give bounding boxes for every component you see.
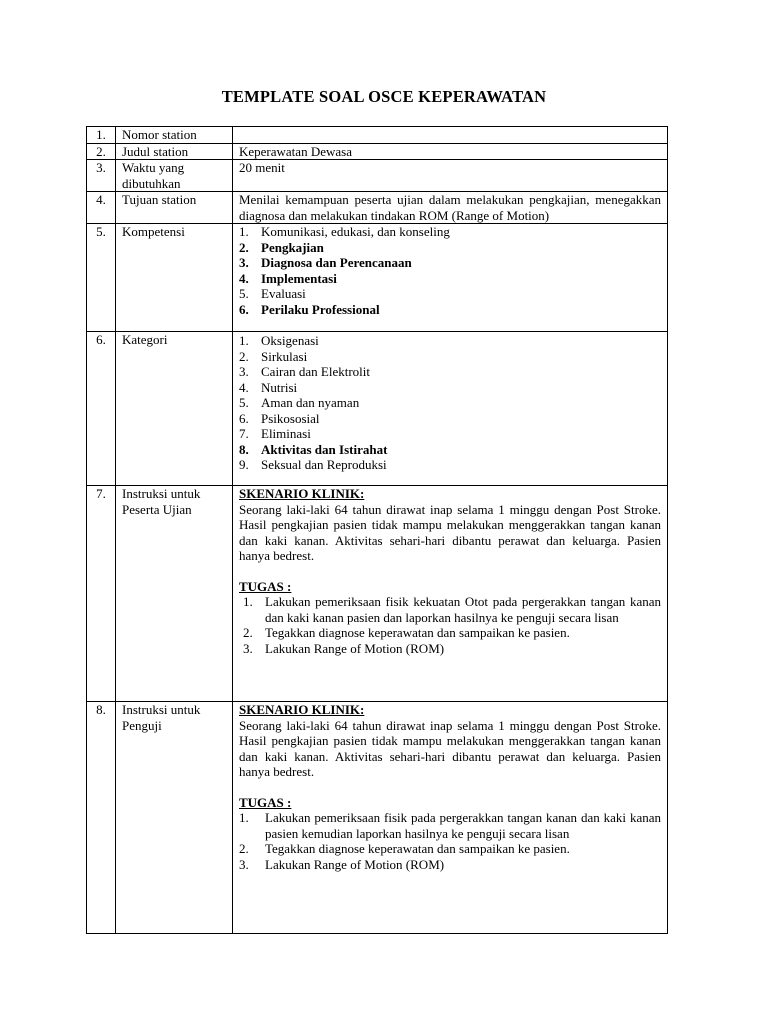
row-label: Tujuan station [116, 192, 233, 224]
list-item: 4. Implementasi [239, 270, 337, 286]
scenario-text: Seorang laki-laki 64 tahun dirawat inap selama 1 minggu dengan Post Stroke. Hasil pengkajian pasien tidak mampu melakukan menggerakkan tangan kanan dan kaki kanan. Aktivitas sehari-hari dibantu perawat dan keluarga. Pasien hanya bedrest. [239, 501, 661, 563]
list-item: 8. Aktivitas dan Istirahat [239, 441, 388, 457]
list-item: 2. Tegakkan diagnose keperawatan dan sampaikan ke pasien. [243, 625, 570, 640]
list-item: 1. Lakukan pemeriksaan fisik kekuatan Otot pada pergerakkan tangan kanan dan kaki kanan pasien dan laporkan hasilnya ke penguji secara lisan [243, 594, 661, 625]
list-item: 2. Sirkulasi [239, 348, 308, 364]
instruction-cell [233, 486, 668, 702]
row-label: Judul station [116, 143, 233, 160]
list-item: 3. Cairan dan Elektrolit [239, 364, 371, 379]
table-row [87, 486, 668, 702]
row-number: 3. [87, 160, 116, 192]
competency-list [239, 224, 661, 317]
list-item: 3. Lakukan Range of Motion (ROM) [243, 640, 445, 656]
instruction-cell [233, 702, 668, 934]
list-item: 5. Aman dan nyaman [239, 395, 360, 410]
table-row [87, 332, 668, 486]
row-value [233, 127, 668, 144]
category-list [239, 333, 661, 473]
list-item: 1. Lakukan pemeriksaan fisik pada pergerakkan tangan kanan dan kaki kanan pasien kemudian laporkan hasilnya ke penguji secara lisan [239, 810, 661, 841]
table-row [87, 702, 668, 934]
row-label: Kompetensi [116, 224, 233, 332]
row-number: 1. [87, 127, 116, 144]
task-list [239, 810, 661, 872]
osce-template-table [86, 126, 668, 934]
row-number: 4. [87, 192, 116, 224]
row-number: 8. [87, 702, 116, 934]
row-label: Instruksi untuk Penguji [116, 702, 233, 934]
tasks-heading: TUGAS : [239, 794, 292, 810]
table-row [87, 127, 668, 144]
row-label: Kategori [116, 332, 233, 486]
row-value: Keperawatan Dewasa [233, 143, 668, 160]
row-number: 6. [87, 332, 116, 486]
row-number: 5. [87, 224, 116, 332]
category-list-cell [233, 332, 668, 486]
row-value: Menilai kemampuan peserta ujian dalam melakukan pengkajian, menegakkan diagnosa dan melakukan tindakan ROM (Range of Motion) [233, 192, 668, 224]
list-item: 9. Seksual dan Reproduksi [239, 457, 387, 472]
row-number: 7. [87, 486, 116, 702]
table-row [87, 192, 668, 224]
list-item: 7. Eliminasi [239, 426, 311, 441]
table-row [87, 160, 668, 192]
list-item: 2. Pengkajian [239, 239, 324, 255]
document-title: TEMPLATE SOAL OSCE KEPERAWATAN [221, 87, 547, 106]
list-item: 2. Tegakkan diagnose keperawatan dan sampaikan ke pasien. [239, 841, 570, 856]
list-item: 1. Oksigenasi [239, 333, 319, 348]
list-item: 4. Nutrisi [239, 379, 298, 395]
task-list [239, 594, 661, 656]
row-label: Instruksi untuk Peserta Ujian [116, 486, 233, 702]
competency-list-cell [233, 224, 668, 332]
table-row [87, 143, 668, 160]
list-item: 6. Psikososial [239, 410, 320, 426]
row-value: 20 menit [233, 160, 668, 192]
list-item: 1. Komunikasi, edukasi, dan konseling [239, 224, 450, 239]
row-number: 2. [87, 143, 116, 160]
list-item: 3. Lakukan Range of Motion (ROM) [239, 856, 445, 872]
row-label: Waktu yang dibutuhkan [116, 160, 233, 192]
scenario-heading: SKENARIO KLINIK: [239, 486, 365, 501]
table-row [87, 224, 668, 332]
tasks-heading: TUGAS : [239, 578, 292, 594]
list-item: 6. Perilaku Professional [239, 301, 380, 317]
scenario-text: Seorang laki-laki 64 tahun dirawat inap selama 1 minggu dengan Post Stroke. Hasil pengkajian pasien tidak mampu melakukan menggerakkan tangan kanan dan kaki kanan. Aktivitas sehari-hari dibantu perawat dan keluarga. Pasien hanya bedrest. [239, 717, 661, 779]
list-item: 5. Evaluasi [239, 286, 306, 301]
list-item: 3. Diagnosa dan Perencanaan [239, 255, 412, 270]
row-label: Nomor station [116, 127, 233, 144]
scenario-heading: SKENARIO KLINIK: [239, 702, 365, 717]
